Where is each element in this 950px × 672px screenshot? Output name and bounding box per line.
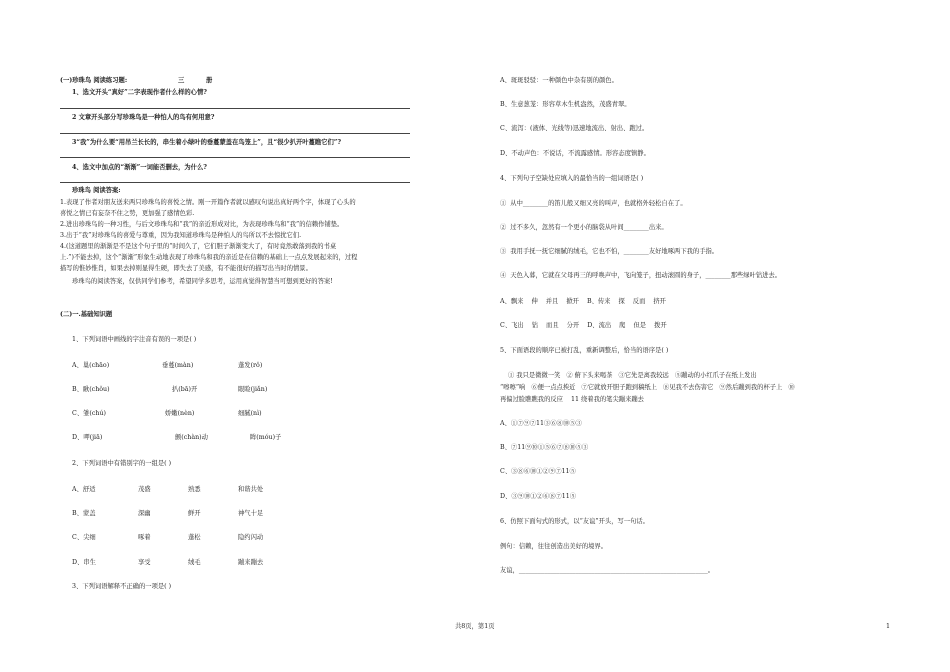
- answer-line[interactable]: [60, 182, 410, 183]
- page-number: 1: [886, 623, 891, 630]
- option-word: 茂盛: [138, 486, 151, 493]
- fill-sentence: ④ 天色入暮，它就在父母再三的呼唤声中，飞向笼子，扭动滚圆的身子，________那些绿叶钻进去。: [500, 272, 782, 279]
- option-word: 深幽: [138, 510, 151, 517]
- option-b: B、蒙盖: [72, 510, 96, 517]
- order-option: B、⑦11⑨⑩①⑤⑥⑦⑧⑩⑤③: [500, 444, 589, 451]
- question-3: 3“我”为什么要“用吊兰长长的，串生着小绿叶的垂蔓蒙盖在鸟笼上”，且“很少扒开叶蔓瞧它们”?: [72, 139, 342, 146]
- answer-line[interactable]: [60, 133, 410, 134]
- choice-row: C、飞出 钻 而且 分开 D、流出 爬 但是 拨开: [500, 322, 667, 329]
- option-word: 啄着: [138, 534, 151, 541]
- scrambled-text-line: ① 我只是微微一笑 ② 俯下头来喝茶 ③它先是离我较远 ⑤蹦动的小红爪子在纸上发出: [508, 372, 757, 379]
- option-word: 蓬发(rǒ): [238, 362, 263, 369]
- option-word: 娇嫩(nèn): [165, 410, 195, 417]
- option-word: 垂蔓(màn): [162, 362, 194, 369]
- order-option: A、①⑦⑨⑦11③⑥⑧⑩⑤③: [500, 420, 582, 427]
- question-5: 5、下面语段的顺序已被打乱，重新调整后，恰当的语序是( ): [500, 347, 669, 354]
- definition-option: A、斑斑驳驳：一种颜色中杂有别的颜色。: [500, 77, 618, 84]
- order-option: C、③⑧⑥⑩①②⑨⑦11⑤: [500, 468, 576, 475]
- option-word: 神气十足: [238, 510, 264, 517]
- question-4: 4、下列句子空缺处应填入的最恰当的一组词语是( ): [500, 175, 644, 182]
- option-c: C、尖细: [72, 534, 96, 541]
- option-a: A、巢(chāo): [72, 362, 110, 369]
- fill-sentence: ② 过不多久，忽然有一个更小的脑袋从叶间________出来。: [500, 224, 668, 231]
- answer-text-line: 2.进出珍珠鸟的一种习性，与后文珍珠鸟和“我”的亲近形成对比，为表现珍珠鸟和“我”的信赖作铺垫。: [60, 221, 344, 228]
- choice-row: A、飘来 伸 并且 掀开 B、传来 探 反而 挤开: [500, 298, 666, 305]
- option-word: 细腻(nì): [238, 410, 262, 417]
- section-heading: (二)一.基础知识题: [60, 311, 113, 318]
- option-word: 蓬松: [188, 534, 201, 541]
- order-option: D、③⑨⑩①②⑥⑧⑦11⑤: [500, 493, 577, 500]
- answer-text-line: 喜悦之情已有妄奈不住之势，更加强了感情色彩.: [60, 210, 195, 217]
- question-6: 6、仿照下面句式的形式，以“友谊”开头，写一句话。: [500, 518, 649, 525]
- option-word: 和谐共处: [238, 486, 264, 493]
- volume-label: 三: [178, 77, 185, 84]
- answer-line[interactable]: [60, 157, 410, 158]
- option-word: 隐约闪动: [238, 534, 264, 541]
- volume-label-2: 册: [206, 77, 213, 84]
- option-word: 鲜开: [188, 510, 201, 517]
- option-b: B、瞅(chǒu): [72, 386, 110, 393]
- scrambled-text-line: “嚓嚓”响 ⑥便一点点挨近 ⑦它就放开胆子跑到稿纸上 ⑧见我不去伤害它 ⑨然后蹦到我的杯子上 ⑩: [500, 384, 795, 391]
- scrambled-text-line: 再偏过脸瞧瞧我的反应 11 绕着我的笔尖蹦来蹦去: [500, 396, 644, 403]
- definition-option: C、流泻：(液体、光线等)迅速地流出、射出、跑过。: [500, 125, 649, 132]
- question-s2-3: 3、下列词语解释不正确的一项是( ): [72, 583, 172, 590]
- option-word: 眼睑(jiǎn): [238, 386, 268, 393]
- answer-line[interactable]: [60, 108, 410, 109]
- option-word: 扒(bā)开: [172, 386, 198, 393]
- option-word: 绒毛: [188, 559, 201, 566]
- definition-option: B、生意葱茏：形容草木生机盎然，茂盛青翠。: [500, 101, 631, 108]
- exercise-title: (一)珍珠鸟 阅读练习题:: [60, 77, 128, 84]
- option-word: 蹦来蹦去: [238, 559, 264, 566]
- answer-text-line: 上.”)不能去掉，这个“渐渐”形象生动地表现了珍珠鸟和我的亲近是在信赖的基础上一点点发展起来的，过程: [60, 254, 358, 261]
- option-word: 眸(móu)子: [250, 434, 282, 441]
- question-2: 2 文章开头部分写珍珠鸟是一种怕人的鸟有何用意?: [72, 114, 215, 121]
- option-d: D、串生: [72, 559, 96, 566]
- answer-text-line: 描写的惟妙惟肖，如果去掉则显得生硬，即失去了美感，有不能很好的描写出当时的情景。: [60, 265, 312, 272]
- answer-fill-line[interactable]: 友谊，____________________________________________________________。: [500, 567, 715, 574]
- fill-sentence: ③ 我用手抚一抚它细腻的绒毛，它也不怕，________友好地啄两下我的手指。: [500, 248, 719, 255]
- answers-title: 珍珠鸟 阅读答案:: [72, 187, 121, 194]
- definition-option: D、不动声色：不说话，不流露感情。形容态度镇静。: [500, 150, 650, 157]
- fill-sentence: ① 从中________的笛儿般又细又亮的叫声，也就格外轻松自在了。: [500, 200, 687, 207]
- question-s2-2: 2、下列词语中有错别字的一组是( ): [72, 460, 172, 467]
- example-sentence: 例句：信赖，往往创造出美好的境界。: [500, 543, 608, 550]
- answer-text-line: 1.表现了作者对朋友送来两只珍珠鸟的喜悦之情。刚一开篇作者就以感叹句说出真好两个字，体现了心头的: [60, 199, 356, 206]
- question-4: 4、选文中加点的“渐渐”一词能否删去，为什么?: [72, 164, 207, 171]
- option-a: A、舒适: [72, 486, 96, 493]
- option-d: D、呷(jiā): [72, 434, 103, 441]
- question-s2-1: 1、下列词语中画线的字注音有误的一项是( ): [72, 336, 197, 343]
- answer-text-line: 珍珠鸟的阅读答案，仅供同学们参考，希望同学多思考，运用真觉得智慧当可想到更好的答案!: [72, 278, 333, 285]
- option-word: 颤(chàn)动: [175, 434, 208, 441]
- question-1: 1、选文开头“真好”二字表现作者什么样的心情?: [72, 89, 207, 96]
- answer-text-line: 3.出于“我”对珍珠鸟的喜爱与尊重，因为我知道珍珠鸟是种怕人的鸟所以不去惊扰它们.: [60, 232, 302, 239]
- page-indicator: 共8页，第1页: [455, 623, 495, 630]
- option-word: 熟悉: [188, 486, 201, 493]
- answer-text-line: 4.(这道题里的渐渐是不是这个句子里的“时间久了，它们胆子渐渐变大了，有时竟然敢落到我的书桌: [60, 243, 337, 250]
- option-word: 享受: [138, 559, 151, 566]
- option-c: C、雏(chú): [72, 410, 106, 417]
